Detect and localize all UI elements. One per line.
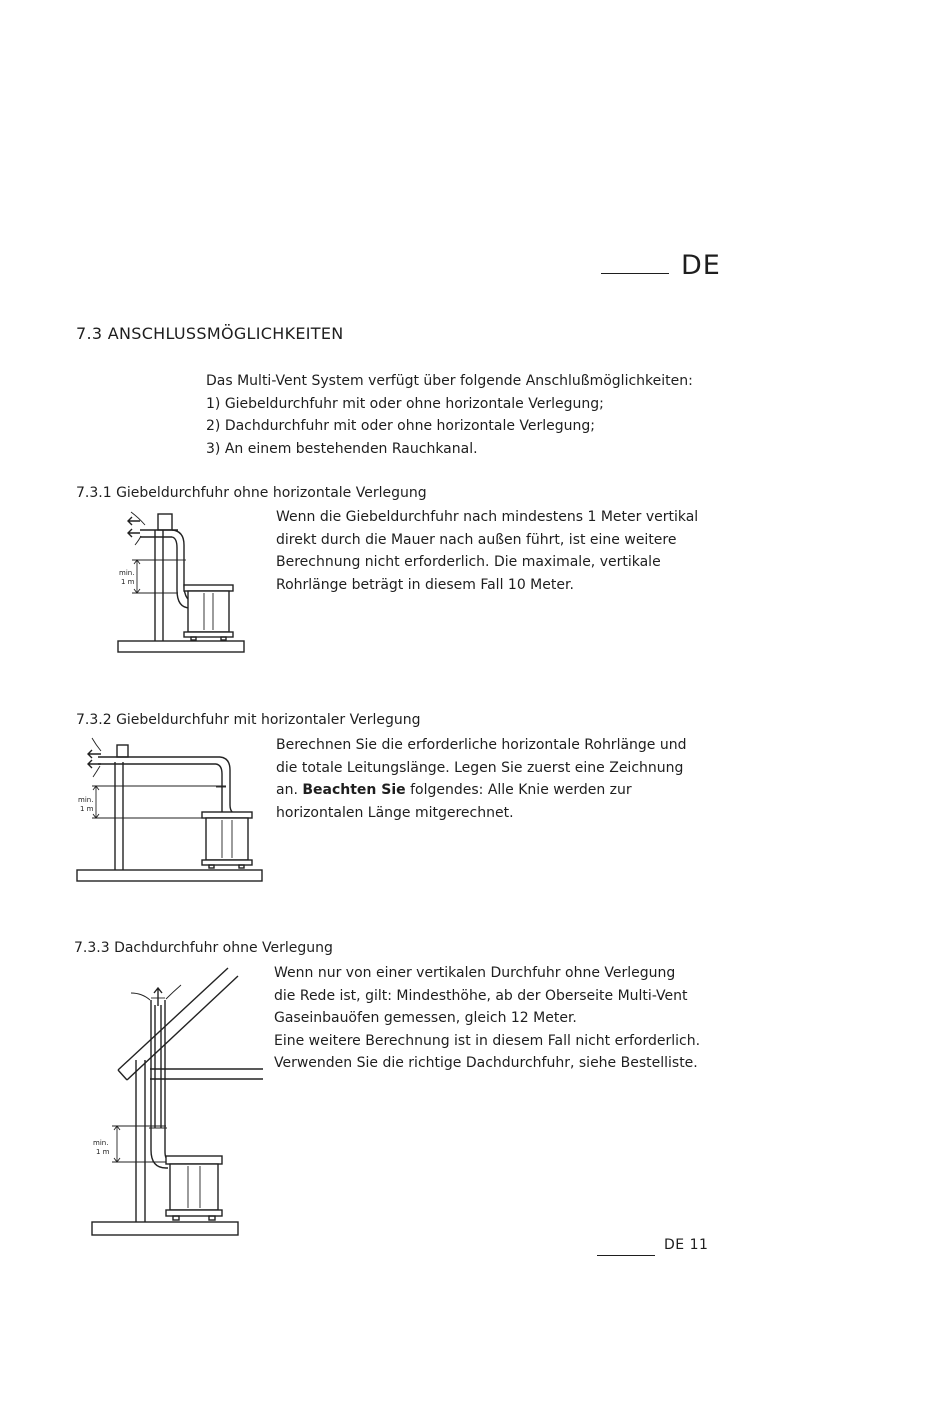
dimension-label-min: min.: [93, 1139, 109, 1147]
language-code: DE: [681, 250, 721, 281]
section-title: 7.3 ANSCHLUSSMÖGLICHKEITEN: [76, 324, 344, 343]
text-line: Eine weitere Berechnung ist in diesem Fall nicht erforderlich.: [274, 1032, 701, 1049]
dimension-label-length: 1 m: [96, 1148, 110, 1156]
dimension-label-length: 1 m: [80, 805, 94, 813]
footer-rule: [597, 1255, 655, 1256]
text-line: Verwenden Sie die richtige Dachdurchfuhr, siehe Bestelliste.: [274, 1055, 698, 1072]
dimension-label-min: min.: [78, 796, 94, 804]
text-line: horizontalen Länge mitgerechnet.: [276, 804, 514, 821]
text-line: Wenn nur von einer vertikalen Durchfuhr ohne Verlegung: [274, 965, 676, 981]
subsection-title-2: 7.3.2 Giebeldurchfuhr mit horizontaler Verlegung: [76, 712, 421, 728]
dimension-label-min: min.: [119, 569, 135, 577]
text-line: Rohrlänge beträgt in diesem Fall 10 Meter.: [276, 576, 574, 593]
text-segment: an.: [276, 782, 303, 799]
dimension-label-length: 1 m: [121, 578, 135, 586]
intro-line: 2) Dachdurchfuhr mit oder ohne horizontale Verlegung;: [206, 418, 596, 435]
page-number: DE 11: [664, 1237, 709, 1253]
text-line: Wenn die Giebeldurchfuhr nach mindestens 1 Meter vertikal: [276, 509, 699, 525]
text-line: Gaseinbauöfen gemessen, gleich 12 Meter.: [274, 1010, 577, 1027]
subsection-title-3: 7.3.3 Dachdurchfuhr ohne Verlegung: [74, 940, 333, 956]
text-line: Berechnung nicht erforderlich. Die maximale, vertikale: [276, 554, 661, 571]
text-line: die totale Leitungslänge. Legen Sie zuerst eine Zeichnung: [276, 759, 684, 776]
emphasis-text: Beachten Sie: [302, 782, 406, 799]
intro-line: Das Multi-Vent System verfügt über folgende Anschlußmöglichkeiten:: [206, 373, 693, 389]
text-segment: folgendes: Alle Knie werden zur: [405, 782, 632, 799]
intro-line: 3) An einem bestehenden Rauchkanal.: [206, 440, 478, 457]
subsection-title-1: 7.3.1 Giebeldurchfuhr ohne horizontale Verlegung: [76, 485, 427, 501]
intro-line: 1) Giebeldurchfuhr mit oder ohne horizontale Verlegung;: [206, 395, 604, 412]
text-line: direkt durch die Mauer nach außen führt, ist eine weitere: [276, 531, 677, 548]
text-line: Berechnen Sie die erforderliche horizontale Rohrlänge und: [276, 737, 687, 753]
text-line: die Rede ist, gilt: Mindesthöhe, ab der Oberseite Multi-Vent: [274, 987, 688, 1004]
